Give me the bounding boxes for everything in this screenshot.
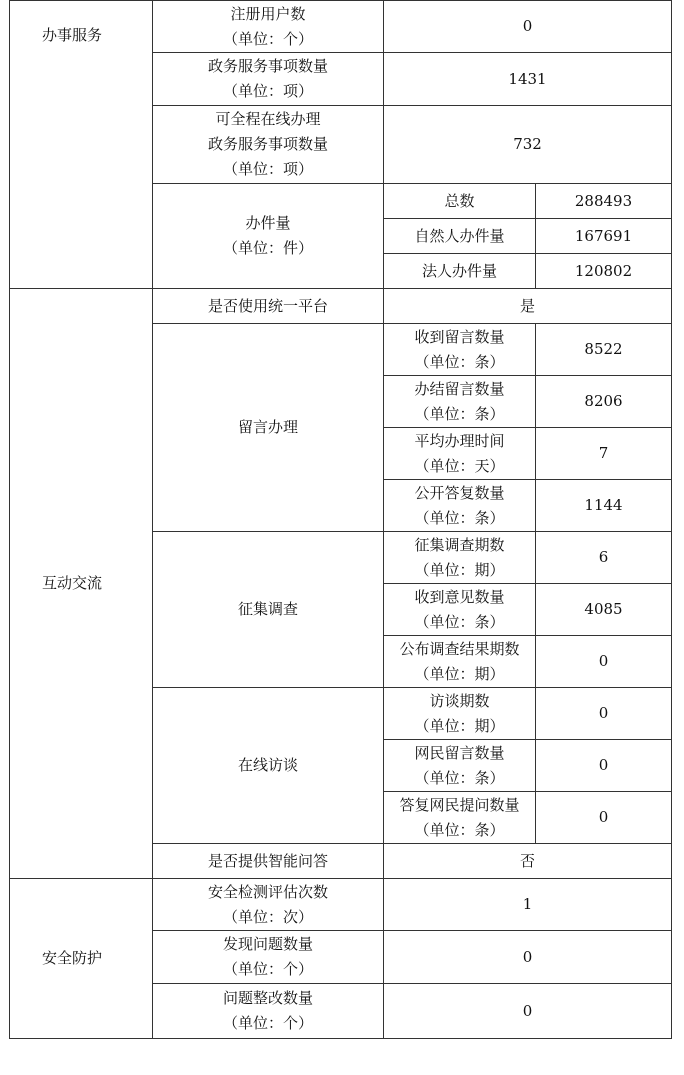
value-received-messages: 8522: [536, 324, 672, 376]
value-issues-fixed: 0: [384, 984, 672, 1039]
value-service-items: 1431: [384, 53, 672, 106]
row-label-smart-qa: 是否提供智能问答: [153, 844, 384, 879]
group-label-messages: 留言办理: [153, 324, 384, 532]
value-interview-periods: 0: [536, 688, 672, 740]
group-label-survey: 征集调查: [153, 532, 384, 688]
section-title-service: 办事服务: [10, 1, 153, 289]
row-label-registered-users: 注册用户数 （单位：个）: [153, 1, 384, 53]
sub-label-average-time: 平均办理时间 （单位：天）: [384, 428, 536, 480]
value-online-service-items: 732: [384, 106, 672, 184]
value-survey-periods: 6: [536, 532, 672, 584]
value-total: 288493: [536, 184, 672, 219]
sub-label-completed-messages: 办结留言数量 （单位：条）: [384, 376, 536, 428]
value-issues-found: 0: [384, 931, 672, 984]
value-received-opinions: 4085: [536, 584, 672, 636]
value-security-checks: 1: [384, 879, 672, 931]
value-average-time: 7: [536, 428, 672, 480]
statistics-table: [9, 0, 672, 1039]
section-title-interaction: 互动交流: [10, 289, 153, 879]
value-netizen-replies: 0: [536, 792, 672, 844]
value-unified-platform: 是: [384, 289, 672, 324]
sub-label-netizen-messages: 网民留言数量 （单位：条）: [384, 740, 536, 792]
sub-label-public-replies: 公开答复数量 （单位：条）: [384, 480, 536, 532]
value-published-results: 0: [536, 636, 672, 688]
sub-label-legal-person: 法人办件量: [384, 254, 536, 289]
value-public-replies: 1144: [536, 480, 672, 532]
value-completed-messages: 8206: [536, 376, 672, 428]
sub-label-published-results: 公布调查结果期数 （单位：期）: [384, 636, 536, 688]
row-label-issues-fixed: 问题整改数量 （单位：个）: [153, 984, 384, 1039]
value-netizen-messages: 0: [536, 740, 672, 792]
row-label-issues-found: 发现问题数量 （单位：个）: [153, 931, 384, 984]
sub-label-interview-periods: 访谈期数 （单位：期）: [384, 688, 536, 740]
sub-label-netizen-replies: 答复网民提问数量 （单位：条）: [384, 792, 536, 844]
sub-label-survey-periods: 征集调查期数 （单位：期）: [384, 532, 536, 584]
row-label-online-service-items: 可全程在线办理 政务服务事项数量 （单位：项）: [153, 106, 384, 184]
value-natural-person: 167691: [536, 219, 672, 254]
sub-label-natural-person: 自然人办件量: [384, 219, 536, 254]
group-label-interview: 在线访谈: [153, 688, 384, 844]
row-label-unified-platform: 是否使用统一平台: [153, 289, 384, 324]
value-smart-qa: 否: [384, 844, 672, 879]
sub-label-total: 总数: [384, 184, 536, 219]
sub-label-received-opinions: 收到意见数量 （单位：条）: [384, 584, 536, 636]
row-label-service-items: 政务服务事项数量 （单位：项）: [153, 53, 384, 106]
sub-label-received-messages: 收到留言数量 （单位：条）: [384, 324, 536, 376]
row-label-case-volume: 办件量 （单位：件）: [153, 184, 384, 289]
value-registered-users: 0: [384, 1, 672, 53]
section-title-security: 安全防护: [10, 879, 153, 1039]
row-label-security-checks: 安全检测评估次数 （单位：次）: [153, 879, 384, 931]
value-legal-person: 120802: [536, 254, 672, 289]
